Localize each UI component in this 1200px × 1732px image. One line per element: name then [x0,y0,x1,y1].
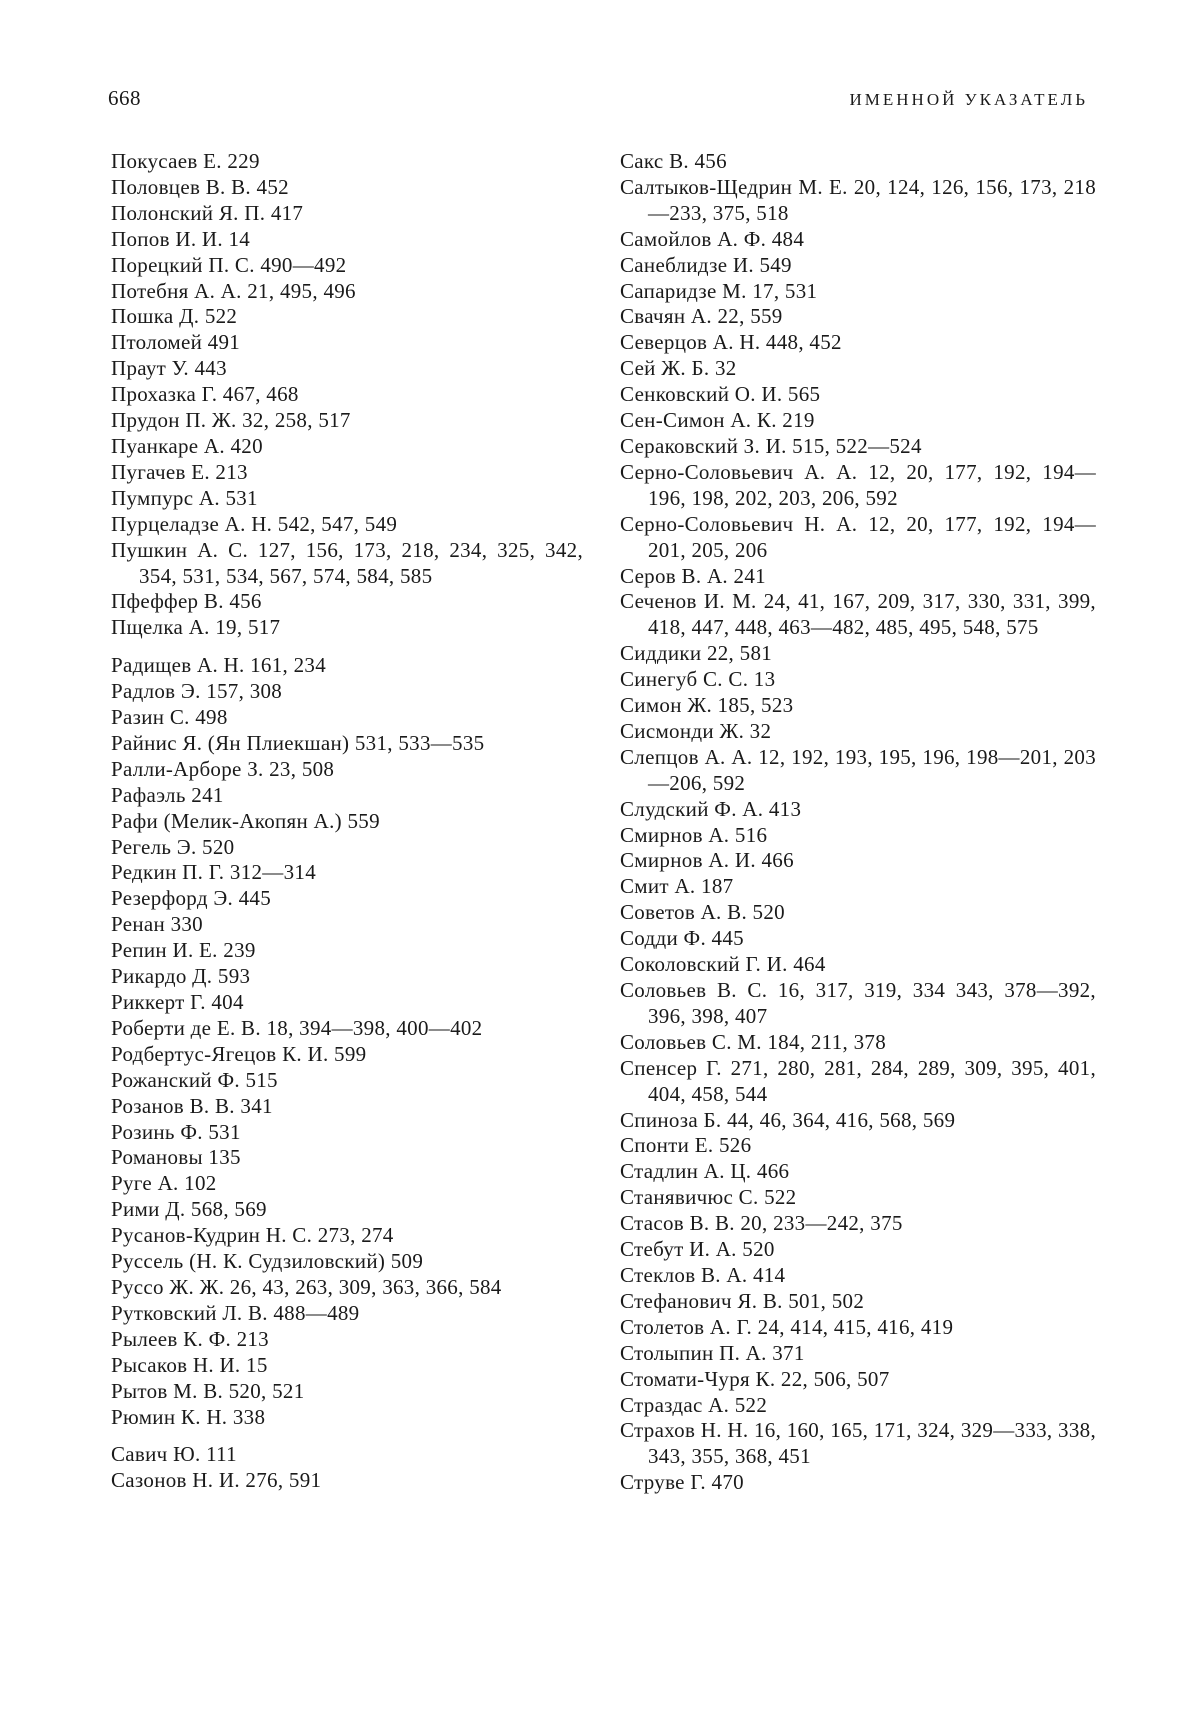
index-entry: Северцов А. Н. 448, 452 [620,330,842,355]
index-entry: Содди Ф. 445 [620,926,744,951]
index-entry: Рысаков Н. И. 15 [111,1352,268,1377]
index-entry: Советов А. В. 520 [620,900,785,925]
page-number: 668 [108,86,141,110]
index-entry: Прудон П. Ж. 32, 258, 517 [111,408,351,433]
index-entry: Сенковский О. И. 565 [620,382,821,407]
index-entry: Руге А. 102 [111,1171,217,1196]
index-entry: Покусаев Е. 229 [111,149,260,173]
index-entry: Синегуб С. С. 13 [620,667,776,692]
index-entry: Санеблидзе И. 549 [620,252,792,277]
index-entry: Сазонов Н. И. 276, 591 [111,1468,322,1493]
index-entry: Потебня А. А. 21, 495, 496 [111,278,356,303]
index-entry: Редкин П. Г. 312—314 [111,860,316,885]
index-entry: Рылеев К. Ф. 213 [111,1326,269,1351]
index-entry: Птоломей 491 [111,330,241,355]
index-entry: Пуанкаре А. 420 [111,433,263,458]
index-entry: Соколовский Г. И. 464 [620,952,826,977]
index-entry: Столетов А. Г. 24, 414, 415, 416, 419 [620,1314,954,1339]
index-entry: Рюмин К. Н. 338 [111,1404,266,1429]
index-entry: Ренан 330 [111,912,203,937]
index-entry: Розинь Ф. 531 [111,1119,241,1144]
page-header [108,86,1088,112]
index-column-right [620,149,1096,1496]
index-column-left [111,149,583,1494]
index-entry: Страхов Н. Н. 16, 160, 165, 171, 324, 329—333, 338, 343, 355, 368, 451 [620,1418,1096,1469]
index-entry: Савич Ю. 111 [111,1442,237,1467]
index-entry: Салтыков-Щедрин М. Е. 20, 124, 126, 156, 173, 218—233, 375, 518 [620,174,1096,225]
index-entry: Ралли-Арборе З. 23, 508 [111,756,335,781]
index-entry: Серно-Соловьевич А. А. 12, 20, 177, 192, 194—196, 198, 202, 203, 206, 592 [620,459,1096,510]
index-entry: Спиноза Б. 44, 46, 364, 416, 568, 569 [620,1107,956,1132]
index-entry: Половцев В. В. 452 [111,174,289,199]
index-entry: Рожанский Ф. 515 [111,1067,278,1092]
index-entry: Сераковский З. И. 515, 522—524 [620,433,922,458]
index-entry: Прохазка Г. 467, 468 [111,382,299,407]
index-entry: Сисмонди Ж. 32 [620,718,772,743]
running-head: ИМЕННОЙ УКАЗАТЕЛЬ [849,90,1088,109]
index-entry: Сен-Симон А. К. 219 [620,408,815,433]
index-entry: Стадлин А. Ц. 466 [620,1159,790,1184]
index-entry: Рафаэль 241 [111,782,224,807]
index-entry: Пщелка А. 19, 517 [111,615,281,640]
index-entry: Страздас А. 522 [620,1392,768,1417]
index-entry: Стомати-Чуря К. 22, 506, 507 [620,1366,890,1391]
index-entry: Пфеффер В. 456 [111,589,262,614]
index-entry: Смирнов А. И. 466 [620,848,794,873]
index-entry: Смит А. 187 [620,874,734,899]
index-entry: Пумпурс А. 531 [111,485,258,510]
index-entry: Рафи (Мелик-Акопян А.) 559 [111,808,380,833]
index-entry: Разин С. 498 [111,705,228,730]
index-entry: Свачян А. 22, 559 [620,304,783,329]
index-entry: Серно-Соловьевич Н. А. 12, 20, 177, 192, 194—201, 205, 206 [620,511,1096,562]
index-entry: Райнис Я. (Ян Плиекшан) 531, 533—535 [111,730,485,755]
index-entry: Соловьев С. М. 184, 211, 378 [620,1029,886,1054]
index-entry: Спенсер Г. 271, 280, 281, 284, 289, 309, 395, 401, 404, 458, 544 [620,1055,1096,1106]
index-entry: Стасов В. В. 20, 233—242, 375 [620,1211,903,1236]
index-entry: Симон Ж. 185, 523 [620,693,794,718]
index-entry: Рытов М. В. 520, 521 [111,1378,305,1403]
index-entry: Сиддики 22, 581 [620,641,773,666]
index-entry: Романовы 135 [111,1145,241,1170]
index-entry: Порецкий П. С. 490—492 [111,252,347,277]
index-entry: Руссель (Н. К. Судзиловский) 509 [111,1249,424,1274]
index-entry: Русанов-Кудрин Н. С. 273, 274 [111,1223,394,1248]
index-entry: Сеченов И. М. 24, 41, 167, 209, 317, 330, 331, 399, 418, 447, 448, 463—482, 485, 495, 548, 575 [620,589,1096,640]
index-entry: Стефанович Я. В. 501, 502 [620,1288,865,1313]
index-entry: Стеклов В. А. 414 [620,1262,786,1287]
index-entry: Слепцов А. А. 12, 192, 193, 195, 196, 198—201, 203—206, 592 [620,744,1096,795]
index-entry: Руссо Ж. Ж. 26, 43, 263, 309, 363, 366, 584 [111,1274,502,1299]
index-entry: Радлов Э. 157, 308 [111,679,283,704]
index-entry: Радищев А. Н. 161, 234 [111,653,327,678]
index-entry: Полонский Я. П. 417 [111,200,304,225]
index-entry: Рутковский Л. В. 488—489 [111,1300,360,1325]
index-entry: Розанов В. В. 341 [111,1093,273,1118]
index-entry: Родбертус-Ягецов К. И. 599 [111,1041,367,1066]
index-entry: Резерфорд Э. 445 [111,886,272,911]
index-entry: Струве Г. 470 [620,1470,744,1495]
index-entry: Столыпин П. А. 371 [620,1340,805,1365]
index-entry: Пошка Д. 522 [111,304,238,329]
index-entry: Сакс В. 456 [620,149,727,173]
index-entry: Пугачев Е. 213 [111,459,248,484]
index-entry: Стебут И. А. 520 [620,1237,775,1262]
index-entry: Риккерт Г. 404 [111,990,244,1014]
index-entry: Серов В. А. 241 [620,563,766,588]
index-entry: Станявичюс С. 522 [620,1185,797,1210]
index-entry: Пушкин А. С. 127, 156, 173, 218, 234, 325, 342, 354, 531, 534, 567, 574, 584, 585 [111,537,583,588]
index-entry: Регель Э. 520 [111,834,235,859]
index-entry: Репин И. Е. 239 [111,938,256,963]
index-entry: Сей Ж. Б. 32 [620,356,737,381]
index-entry: Праут У. 443 [111,356,227,381]
index-entry: Попов И. И. 14 [111,226,251,251]
index-entry: Спонти Е. 526 [620,1133,752,1158]
index-entry: Рикардо Д. 593 [111,964,251,989]
index-entry: Сапаридзе М. 17, 531 [620,278,818,303]
index-entry: Соловьев В. С. 16, 317, 319, 334 343, 378—392, 396, 398, 407 [620,978,1096,1028]
index-entry: Роберти де Е. В. 18, 394—398, 400—402 [111,1015,483,1040]
index-entry: Самойлов А. Ф. 484 [620,226,805,251]
index-entry: Рими Д. 568, 569 [111,1197,267,1222]
index-entry: Пурцеладзе А. Н. 542, 547, 549 [111,511,398,536]
index-entry: Слудский Ф. А. 413 [620,796,802,821]
index-entry: Смирнов А. 516 [620,822,768,847]
